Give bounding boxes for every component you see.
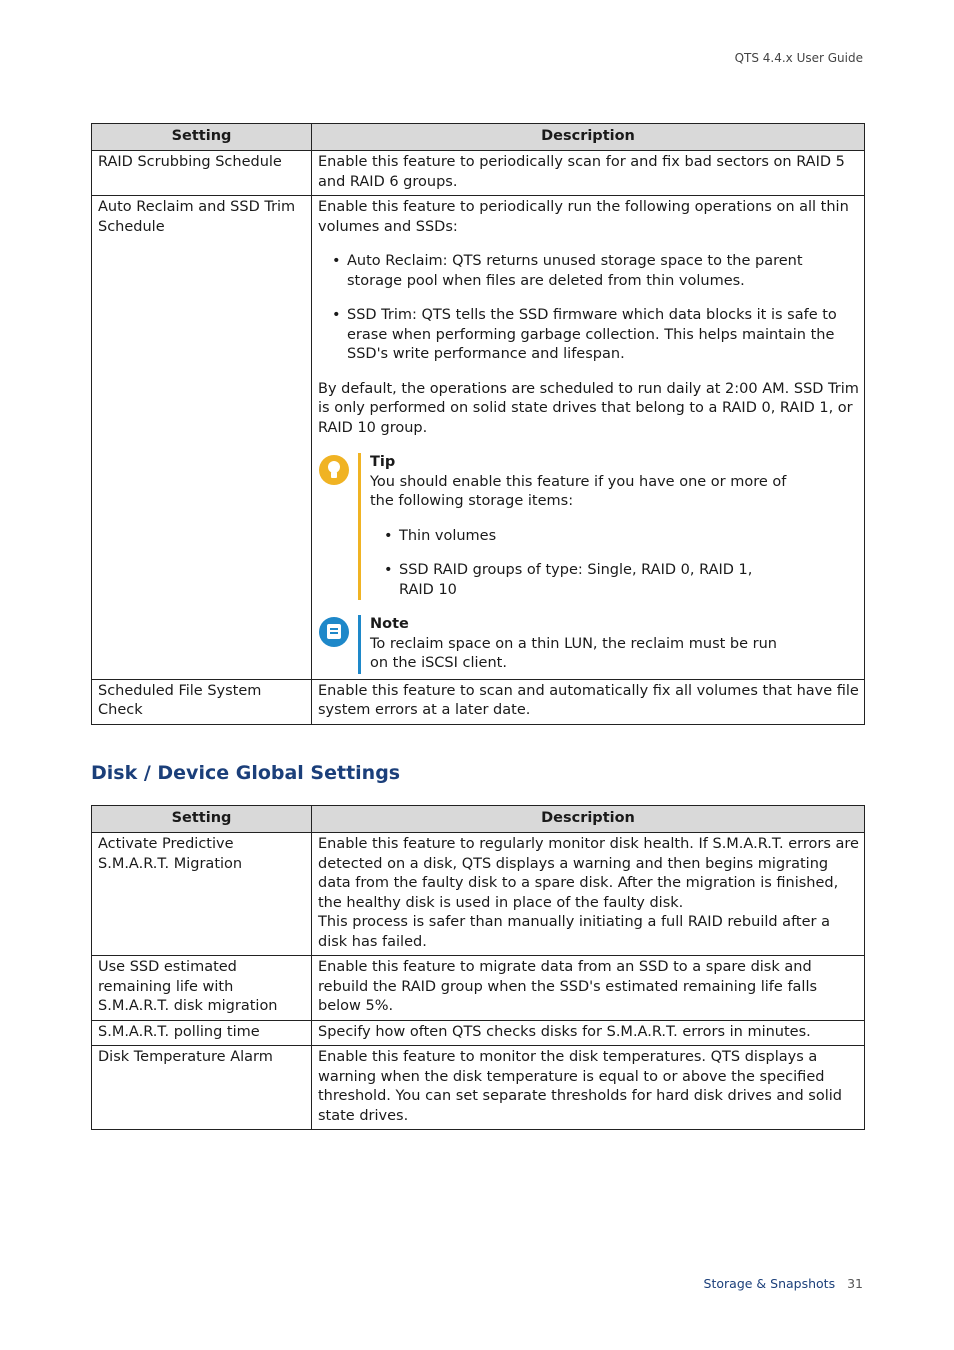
page-number: 31 (847, 1276, 863, 1291)
description-paragraph: By default, the operations are scheduled to run daily at 2:00 AM. SSD Trim is only performed on solid state drives that belong to a RAID 0, RAID 1, or RAID 10 group. (318, 380, 859, 436)
description-cell: Enable this feature to monitor the disk temperatures. QTS displays a warning when the disk temperature is equal to or above the specified threshold. You can set separate thresholds for hard disk drives and solid state drives. (312, 1046, 865, 1130)
description-cell (312, 833, 865, 956)
settings-table-2 (91, 805, 865, 1130)
setting-cell: Use SSD estimated remaining life with S.M.A.R.T. disk migration (92, 956, 312, 1021)
setting-cell: RAID Scrubbing Schedule (92, 151, 312, 196)
tip-text: You should enable this feature if you have one or more of the following storage items: (370, 473, 787, 509)
bullet-list (318, 252, 859, 365)
column-header-setting: Setting (92, 806, 312, 833)
list-item: • SSD Trim: QTS tells the SSD firmware which data blocks it is safe to erase when performing garbage collection. This helps maintain the SSD's write performance and lifespan. (318, 306, 859, 365)
footer-section: Storage & Snapshots (703, 1276, 836, 1291)
setting-cell: Scheduled File System Check (92, 679, 312, 724)
table-row (92, 679, 865, 724)
description-cell: Enable this feature to migrate data from an SSD to a spare disk and rebuild the RAID group when the SSD's estimated remaining life falls below 5%. (312, 956, 865, 1021)
column-header-description: Description (312, 124, 865, 151)
setting-cell: Disk Temperature Alarm (92, 1046, 312, 1130)
setting-cell: Activate Predictive S.M.A.R.T. Migration (92, 833, 312, 956)
setting-cell: S.M.A.R.T. polling time (92, 1020, 312, 1046)
page-footer (704, 1276, 863, 1291)
table-header-row (92, 124, 865, 151)
running-header: QTS 4.4.x User Guide (734, 51, 863, 65)
tip-title: Tip (370, 454, 396, 470)
description-cell: Enable this feature to periodically scan for and fix bad sectors on RAID 5 and RAID 6 groups. (312, 151, 865, 196)
table-row (92, 151, 865, 196)
description-intro: Enable this feature to periodically run the following operations on all thin volumes and SSDs: (318, 199, 849, 235)
setting-cell: Auto Reclaim and SSD Trim Schedule (92, 196, 312, 680)
tip-bullet-list (370, 527, 790, 601)
list-item: • SSD RAID groups of type: Single, RAID 0, RAID 1, RAID 10 (370, 561, 790, 600)
description-cell (312, 196, 865, 680)
column-header-setting: Setting (92, 124, 312, 151)
note-icon (319, 617, 349, 647)
list-item: • Thin volumes (370, 527, 790, 547)
note-callout (318, 615, 859, 674)
settings-table-1 (91, 123, 865, 725)
description-cell: Enable this feature to scan and automatically fix all volumes that have file system errors at a later date. (312, 679, 865, 724)
section-title: Disk / Device Global Settings (91, 762, 401, 784)
table-row (92, 833, 865, 956)
table-row (92, 1046, 865, 1130)
lightbulb-icon (319, 455, 349, 485)
table-row (92, 956, 865, 1021)
description-paragraph: Enable this feature to regularly monitor disk health. If S.M.A.R.T. errors are detected on a disk, QTS displays a warning and then begins migrating data from the faulty disk to a spare disk. After the migration is finished, the healthy disk is used in place of the faulty disk. (318, 836, 859, 911)
column-header-description: Description (312, 806, 865, 833)
table-row (92, 1020, 865, 1046)
description-paragraph: This process is safer than manually initiating a full RAID rebuild after a disk has failed. (318, 914, 830, 950)
table-header-row (92, 806, 865, 833)
table-row (92, 196, 865, 680)
list-item: • Auto Reclaim: QTS returns unused storage space to the parent storage pool when files are deleted from thin volumes. (318, 252, 859, 291)
description-cell: Specify how often QTS checks disks for S.M.A.R.T. errors in minutes. (312, 1020, 865, 1046)
note-text: To reclaim space on a thin LUN, the reclaim must be run on the iSCSI client. (370, 635, 777, 671)
tip-callout (318, 453, 859, 600)
note-title: Note (370, 616, 409, 632)
